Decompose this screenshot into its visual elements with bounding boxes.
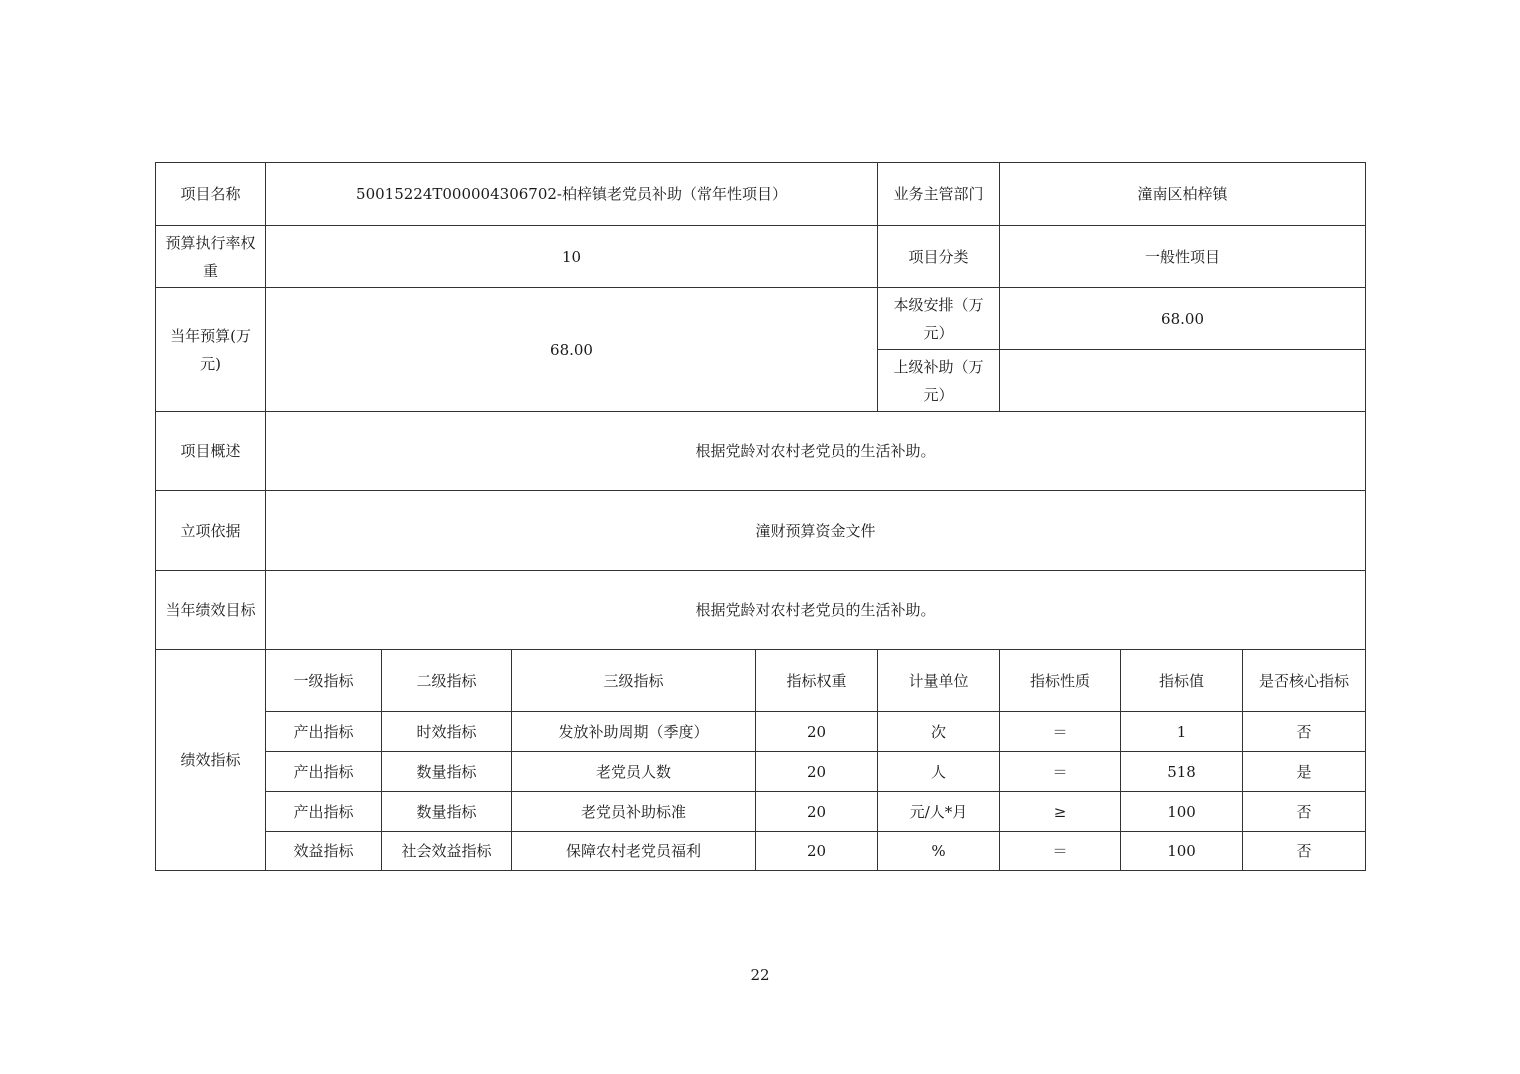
table-row <box>156 832 1366 871</box>
indicator-cell: 100 <box>1121 792 1243 832</box>
table-row <box>156 752 1366 792</box>
overview-label: 项目概述 <box>156 412 266 491</box>
project-performance-table <box>155 162 1366 871</box>
indicator-cell: 1 <box>1121 712 1243 752</box>
indicator-cell: 20 <box>756 712 878 752</box>
indicator-cell: 数量指标 <box>382 752 512 792</box>
indicator-cell: 时效指标 <box>382 712 512 752</box>
indicator-header-cell: 三级指标 <box>512 650 756 712</box>
project-name-row <box>156 163 1366 226</box>
indicator-cell: 人 <box>878 752 1000 792</box>
annual-budget-value: 68.00 <box>266 288 878 412</box>
basis-label: 立项依据 <box>156 491 266 571</box>
indicator-header-cell: 指标性质 <box>1000 650 1121 712</box>
indicator-cell: 老党员人数 <box>512 752 756 792</box>
indicator-cell: 否 <box>1243 832 1366 871</box>
indicator-cell: 20 <box>756 832 878 871</box>
local-arrangement-label: 本级安排（万元） <box>878 288 1000 350</box>
indicator-header-row <box>156 650 1366 712</box>
project-name-label: 项目名称 <box>156 163 266 226</box>
indicator-header-cell: 指标权重 <box>756 650 878 712</box>
superior-subsidy-label: 上级补助（万元） <box>878 350 1000 412</box>
indicator-cell: 老党员补助标准 <box>512 792 756 832</box>
annual-budget-row <box>156 288 1366 350</box>
department-value: 潼南区柏梓镇 <box>1000 163 1366 226</box>
indicator-cell: 社会效益指标 <box>382 832 512 871</box>
indicator-cell: 20 <box>756 792 878 832</box>
category-value: 一般性项目 <box>1000 226 1366 288</box>
indicator-cell: 20 <box>756 752 878 792</box>
indicator-header-cell: 指标值 <box>1121 650 1243 712</box>
indicator-header-cell: 二级指标 <box>382 650 512 712</box>
department-label: 业务主管部门 <box>878 163 1000 226</box>
indicator-cell: ＝ <box>1000 752 1121 792</box>
page-number: 22 <box>750 966 770 984</box>
indicator-cell: 100 <box>1121 832 1243 871</box>
indicator-cell: 产出指标 <box>266 712 382 752</box>
indicator-cell: 保障农村老党员福利 <box>512 832 756 871</box>
local-arrangement-value: 68.00 <box>1000 288 1366 350</box>
exec-rate-weight-value: 10 <box>266 226 878 288</box>
indicator-header-cell: 是否核心指标 <box>1243 650 1366 712</box>
overview-row <box>156 412 1366 491</box>
indicator-cell: 是 <box>1243 752 1366 792</box>
overview-value: 根据党龄对农村老党员的生活补助。 <box>266 412 1366 491</box>
indicator-cell: 效益指标 <box>266 832 382 871</box>
indicator-cell: 否 <box>1243 712 1366 752</box>
exec-rate-row <box>156 226 1366 288</box>
indicator-cell: 产出指标 <box>266 752 382 792</box>
indicator-cell: % <box>878 832 1000 871</box>
annual-budget-label: 当年预算(万元) <box>156 288 266 412</box>
indicator-cell: 否 <box>1243 792 1366 832</box>
indicator-cell: 518 <box>1121 752 1243 792</box>
annual-goal-value: 根据党龄对农村老党员的生活补助。 <box>266 571 1366 650</box>
basis-row <box>156 491 1366 571</box>
table-row <box>156 712 1366 752</box>
superior-subsidy-value <box>1000 350 1366 412</box>
annual-goal-row <box>156 571 1366 650</box>
table-row <box>156 792 1366 832</box>
indicator-cell: 发放补助周期（季度） <box>512 712 756 752</box>
indicator-cell: ≥ <box>1000 792 1121 832</box>
indicator-header-cell: 一级指标 <box>266 650 382 712</box>
category-label: 项目分类 <box>878 226 1000 288</box>
indicator-cell: 次 <box>878 712 1000 752</box>
basis-value: 潼财预算资金文件 <box>266 491 1366 571</box>
indicator-cell: ＝ <box>1000 832 1121 871</box>
indicator-header-cell: 计量单位 <box>878 650 1000 712</box>
indicators-label: 绩效指标 <box>156 650 266 871</box>
project-name-value: 50015224T000004306702-柏梓镇老党员补助（常年性项目） <box>266 163 878 226</box>
indicator-cell: ＝ <box>1000 712 1121 752</box>
indicator-cell: 数量指标 <box>382 792 512 832</box>
exec-rate-weight-label: 预算执行率权重 <box>156 226 266 288</box>
indicator-cell: 元/人*月 <box>878 792 1000 832</box>
annual-goal-label: 当年绩效目标 <box>156 571 266 650</box>
indicator-cell: 产出指标 <box>266 792 382 832</box>
